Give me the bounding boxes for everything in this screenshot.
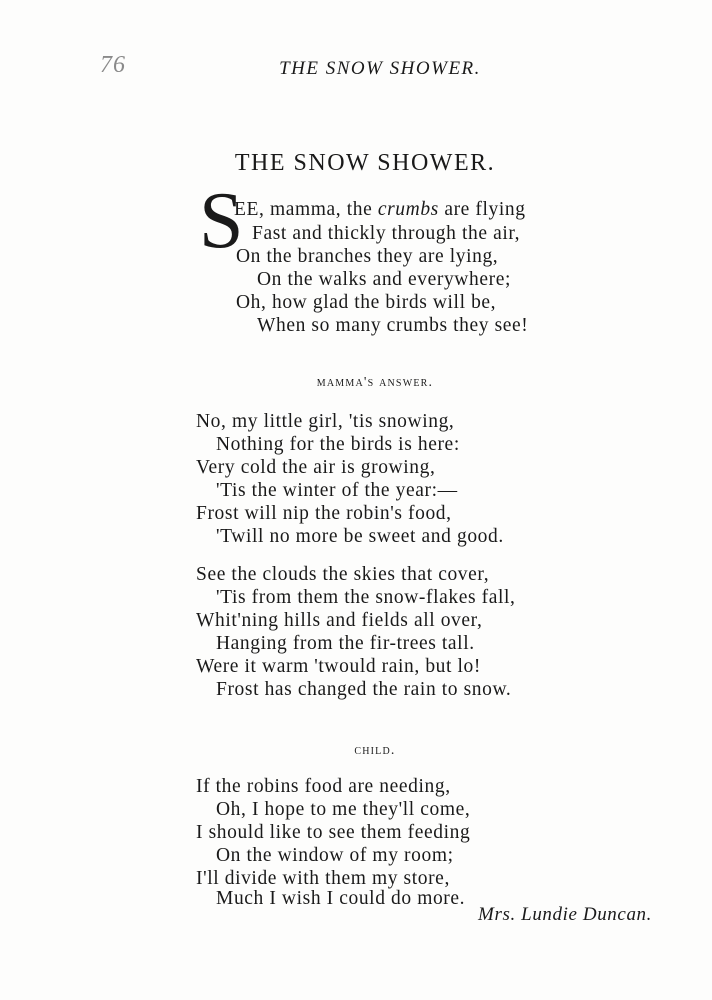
- poem-line: Fast and thickly through the air,: [252, 223, 521, 244]
- line-text: are flying: [438, 199, 526, 220]
- poem-line: On the window of my room;: [216, 845, 454, 866]
- poem-line: Nothing for the birds is here:: [216, 434, 460, 455]
- author-signature: Mrs. Lundie Duncan.: [478, 904, 652, 925]
- section-heading-answer: mamma's answer.: [316, 375, 434, 390]
- poem-line: On the walks and everywhere;: [257, 269, 511, 290]
- poem-line: 'Tis from them the snow-flakes fall,: [216, 587, 516, 608]
- poem-line: Hanging from the fir-trees tall.: [216, 633, 475, 654]
- poem-line: Were it warm 'twould rain, but lo!: [196, 656, 481, 677]
- poem-line: Frost has changed the rain to snow.: [216, 679, 512, 700]
- poem-line: Much I wish I could do more.: [216, 888, 466, 909]
- poem-line: I'll divide with them my store,: [196, 868, 450, 889]
- poem-line: Oh, how glad the birds will be,: [236, 292, 497, 313]
- poem-line: [234, 198, 526, 222]
- drop-cap: S: [199, 177, 244, 265]
- running-head: THE SNOW SHOWER.: [279, 58, 481, 79]
- poem-line: Whit'ning hills and fields all over,: [196, 610, 483, 631]
- poem-line: See the clouds the skies that cover,: [196, 564, 490, 585]
- line-text: EE, mamma, the: [234, 199, 378, 220]
- poem-line: If the robins food are needing,: [196, 776, 451, 797]
- section-heading-child: child.: [354, 743, 396, 758]
- poem-line: 'Twill no more be sweet and good.: [216, 526, 504, 547]
- poem-line: When so many crumbs they see!: [257, 315, 529, 336]
- poem-title: THE SNOW SHOWER.: [234, 150, 496, 176]
- poem-line: On the branches they are lying,: [236, 246, 499, 267]
- emphasis-text: crumbs: [377, 199, 439, 220]
- page-number: 76: [100, 52, 126, 78]
- poem-line: Frost will nip the robin's food,: [196, 503, 452, 524]
- poem-line: I should like to see them feeding: [196, 822, 471, 843]
- poem-line: Oh, I hope to me they'll come,: [216, 799, 471, 820]
- poem-line: No, my little girl, 'tis snowing,: [196, 411, 455, 432]
- poem-line: 'Tis the winter of the year:—: [216, 480, 458, 501]
- poem-line: Very cold the air is growing,: [196, 457, 436, 478]
